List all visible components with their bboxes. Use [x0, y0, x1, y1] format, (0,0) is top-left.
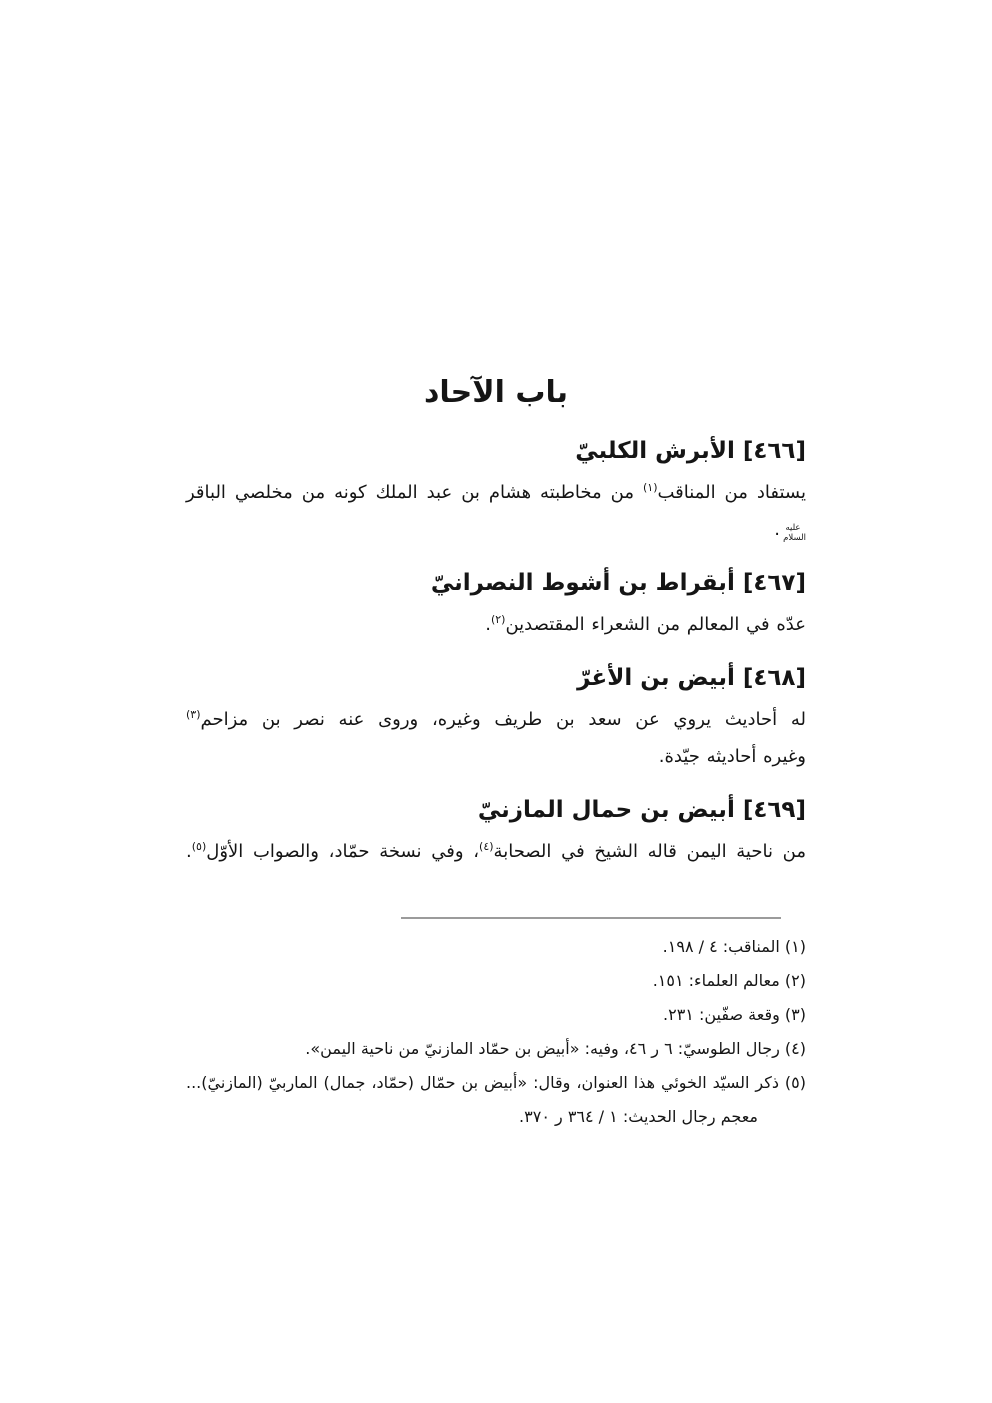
entry-body-468-line2: [186, 738, 806, 775]
entry-heading-469: [186, 794, 806, 826]
footnote-3: [186, 998, 806, 1032]
entry-body-468-line1: [186, 701, 806, 738]
footnote-divider: [401, 917, 781, 919]
body-text: .: [485, 614, 491, 635]
footnote-marker: (٥): [784, 1073, 806, 1092]
entry-name: أبيض بن الأغرّ: [577, 665, 743, 691]
entry-name: الأبرش الكلبيّ: [575, 438, 743, 464]
entry-heading-466: [186, 435, 806, 467]
body-text: له أحاديث يروي عن سعد بن طريف وغيره، وروى عنه نصر بن مزاحم: [200, 709, 806, 730]
footnote-5-line2: [186, 1100, 806, 1134]
entry-heading-468: [186, 662, 806, 694]
entry-body-467: [186, 606, 806, 643]
footnote-ref-5: (٥): [191, 840, 207, 853]
footnote-5-line1: [186, 1066, 806, 1100]
entry-name: أبيض بن حمال المازنيّ: [477, 797, 743, 823]
chapter-title: باب الآحاد: [423, 375, 569, 410]
footnote-ref-2: (٢): [490, 613, 506, 626]
honorific-alayhis-salam: عليه السلام: [783, 523, 806, 543]
body-text: يستفاد من المناقب: [657, 482, 806, 503]
footnote-text: وقعة صفّين: ٢٣١.: [663, 1005, 785, 1024]
entry-body-469: [186, 833, 806, 870]
entry-body-466: [186, 474, 806, 548]
footnote-text: المناقب: ٤ / ١٩٨.: [662, 937, 785, 956]
footnote-text: معجم رجال الحديث: ١ / ٣٦٤ ر ٣٧٠.: [519, 1107, 758, 1126]
body-text: من ناحية اليمن قاله الشيخ في الصحابة: [493, 841, 807, 862]
entry-heading-467: [186, 567, 806, 599]
footnote-4: [186, 1032, 806, 1066]
entry-number: [٤٦٨]: [742, 665, 806, 691]
footnote-marker: (٣): [784, 1005, 806, 1024]
footnote-marker: (٤): [784, 1039, 806, 1058]
entry-number: [٤٦٩]: [742, 797, 806, 823]
footnote-marker: (١): [784, 937, 806, 956]
body-text: وغيره أحاديثه جيّدة.: [658, 746, 806, 767]
footnote-text: رجال الطوسيّ: ٦ ر ٤٦، وفيه: «أبيض بن حمّاد المازنيّ من ناحية اليمن».: [305, 1039, 785, 1058]
entry-name: أبقراط بن أشوط النصرانيّ: [430, 570, 743, 596]
entry-number: [٤٦٦]: [742, 438, 806, 464]
footnote-1: [186, 930, 806, 964]
body-text: ، وفي نسخة حمّاد، والصواب الأوّل: [206, 841, 480, 862]
page-content: [186, 0, 806, 1134]
body-text: .: [774, 519, 780, 540]
footnote-text: ذكر السيّد الخوئي هذا العنوان، وقال: «أبيض بن حمّال (حمّاد، جمال) الماربيّ (المازنيّ)...: [186, 1073, 785, 1092]
entry-number: [٤٦٧]: [742, 570, 806, 596]
body-text: من مخاطبته هشام بن عبد الملك كونه من مخلصي الباقر: [186, 482, 643, 503]
footnote-2: [186, 964, 806, 998]
footnote-ref-4: (٤): [479, 840, 494, 853]
footnote-ref-1: (١): [642, 481, 658, 494]
footnote-marker: (٢): [784, 971, 806, 990]
footnotes-section: [186, 930, 806, 1134]
footnote-text: معالم العلماء: ١٥١.: [652, 971, 785, 990]
footnote-ref-3: (٣): [186, 708, 201, 721]
body-text: عدّه في المعالم من الشعراء المقتصدين: [505, 614, 806, 635]
body-text: .: [186, 841, 192, 862]
